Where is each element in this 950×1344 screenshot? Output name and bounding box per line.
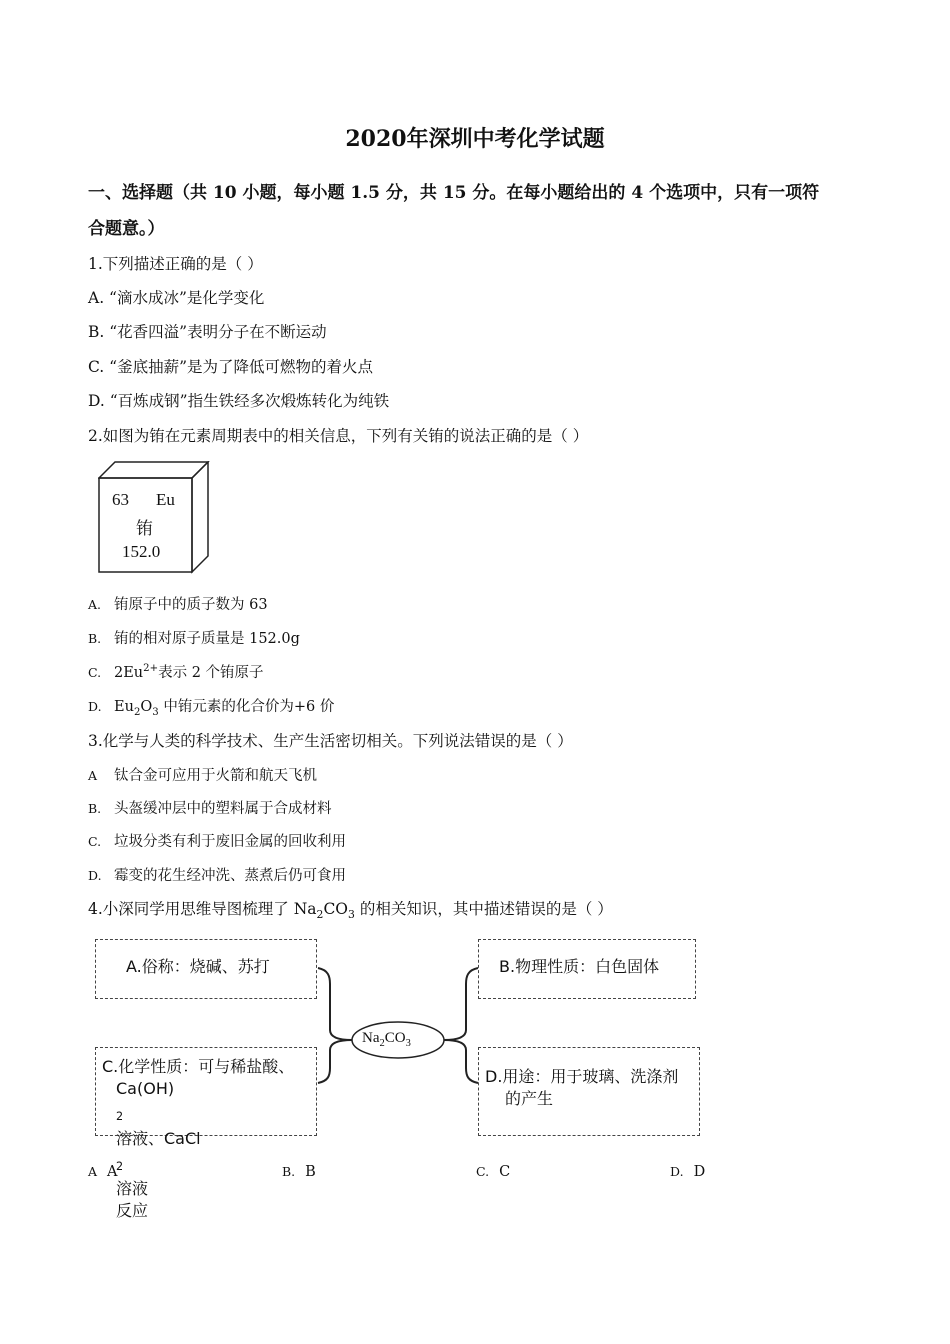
box-c-line2 (102, 1078, 316, 1200)
q2-option-d-letter: D. (88, 699, 102, 714)
section-heading-line1: 一、选择题（共 10 小题，每小题 1.5 分，共 15 分。在每小题给出的 4 个选项中，只有一项符 (88, 183, 820, 203)
mind-map-box-b (478, 939, 696, 999)
q3-option-b-text: 头盔缓冲层中的塑料属于合成材料 (114, 801, 332, 817)
q2-option-a-letter: A. (88, 597, 102, 612)
q3-option-d-letter: D. (88, 868, 102, 883)
q2-option-d-sub1: 2 (133, 706, 141, 718)
element-name: 铕 (136, 519, 153, 539)
q2-option-c-formula: 2Eu (114, 665, 144, 681)
q4-stem-sub2: 3 (348, 908, 355, 922)
element-atomic-number: 63 (112, 490, 129, 509)
q2-option-d-formula-a: Eu (114, 699, 134, 715)
q4-stem-pre: 4.小深同学用思维导图梳理了 Na (88, 900, 317, 918)
box-c-line2-b: 溶液、CaCl (116, 1129, 201, 1149)
box-c-line2-sub: 2 (116, 1110, 124, 1124)
q4-stem-post: 的相关知识，其中描述错误的是（ ） (354, 900, 613, 918)
q4-stem-sub1: 2 (316, 908, 324, 922)
q4-choice-c (476, 1164, 510, 1180)
q4-choice-a (88, 1164, 118, 1180)
q4-choice-d-letter: D. (670, 1164, 684, 1179)
q2-stem: 2.如图为铕在元素周期表中的相关信息，下列有关铕的说法正确的是（ ） (88, 427, 589, 445)
q2-option-a-text: 铕原子中的质子数为 63 (114, 597, 268, 613)
mind-map-box-d (478, 1047, 700, 1136)
q2-option-b-text: 铕的相对原子质量是 152.0g (114, 631, 300, 647)
q3-option-b-letter: B. (88, 801, 102, 816)
center-formula-b: CO (384, 1030, 406, 1046)
section-heading-line2: 合题意。） (88, 219, 165, 239)
q2-option-b-letter: B. (88, 631, 102, 646)
element-symbol: Eu (156, 490, 175, 509)
q4-choice-a-letter: A (88, 1164, 98, 1179)
center-sub1: 2 (379, 1038, 385, 1049)
box-a-text: A.俗称：烧碱、苏打 (126, 957, 270, 976)
q1-option-b: B. “花香四溢”表明分子在不断运动 (88, 323, 327, 341)
q4-choice-b-letter: B. (282, 1164, 296, 1179)
box-c-line2-sub2: 2 (116, 1160, 124, 1174)
element-mass: 152.0 (122, 542, 161, 561)
q3-stem: 3.化学与人类的科学技术、生产生活密切相关。下列说法错误的是（ ） (88, 732, 573, 750)
q4-choice-b (282, 1164, 316, 1180)
center-formula-a: Na (362, 1030, 380, 1046)
center-sub2: 3 (405, 1038, 411, 1049)
box-c-line3: 反应 (116, 1201, 149, 1221)
q4-stem-mid: CO (323, 900, 349, 918)
q4-choice-c-letter: C. (476, 1164, 490, 1179)
q1-option-d: D. “百炼成钢”指生铁经多次煅炼转化为纯铁 (88, 392, 390, 410)
box-d-line1: D.用途：用于玻璃、洗涤剂 (485, 1067, 679, 1086)
q2-option-c-charge: 2+ (143, 663, 159, 675)
q1-option-c: C. “釜底抽薪”是为了降低可燃物的着火点 (88, 358, 374, 376)
q2-option-d-formula-b: O (140, 699, 153, 715)
box-d-line2: 的产生 (505, 1089, 554, 1108)
q3-option-c-text: 垃圾分类有利于废旧金属的回收利用 (114, 834, 346, 850)
q4-choice-d-value: D (693, 1164, 706, 1180)
q4-choice-a-value: A (107, 1164, 118, 1180)
mind-map-center-label (362, 1030, 411, 1049)
q2-option-c-letter: C. (88, 665, 102, 680)
box-c-line2-a: Ca(OH) (116, 1079, 175, 1098)
q4-choice-b-value: B (305, 1164, 316, 1180)
q1-stem: 1.下列描述正确的是（ ） (88, 255, 263, 273)
page-title: 2020年深圳中考化学试题 (345, 126, 605, 152)
q3-option-a-text: 钛合金可应用于火箭和航天飞机 (114, 768, 317, 784)
mind-map-box-a (95, 939, 317, 999)
q2-option-c-text: 表示 2 个铕原子 (158, 665, 264, 681)
box-c-line2-c: 溶液 (116, 1179, 149, 1199)
q3-option-c-letter: C. (88, 834, 102, 849)
q1-option-a: A. “滴水成冰”是化学变化 (88, 289, 265, 307)
mind-map-box-c (95, 1047, 317, 1221)
q2-option-d-sub2: 3 (152, 706, 159, 718)
q4-choice-c-value: C (499, 1164, 511, 1180)
box-b-text: B.物理性质：白色固体 (499, 957, 660, 976)
q4-choice-d (670, 1164, 705, 1180)
q3-option-d-text: 霉变的花生经冲洗、蒸煮后仍可食用 (114, 868, 346, 884)
q3-option-a-letter: A (88, 768, 98, 783)
q2-option-d-text: 中铕元素的化合价为+6 价 (158, 699, 335, 715)
box-c-line1: C.化学性质：可与稀盐酸、 (102, 1057, 295, 1076)
